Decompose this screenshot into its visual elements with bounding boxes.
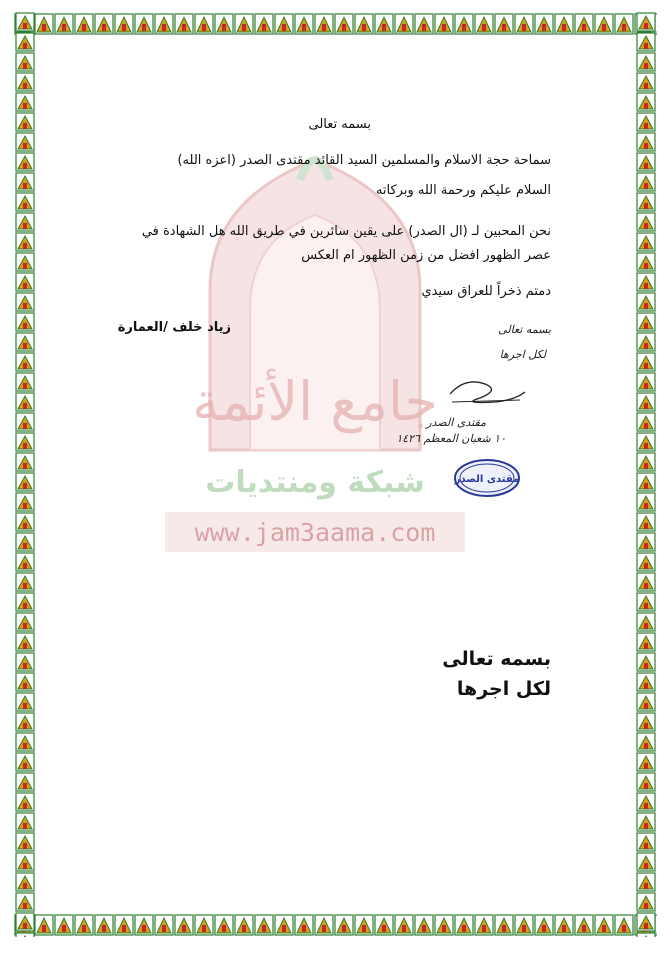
handwritten-reply-line1: بسمه تعالى [498, 323, 551, 336]
official-seal [452, 458, 522, 498]
decorative-border-right [635, 12, 657, 937]
letter-addressee: سماحة حجة الاسلام والمسلمين السيد القائد مقتدى الصدر (اعزه الله) [177, 153, 551, 168]
letter-opening: بسمه تعالى [308, 117, 371, 132]
handwritten-reply-line2: لكل اجرها [499, 348, 546, 361]
letter-signer: زياد خلف /العمارة [117, 320, 231, 335]
letter-greeting: السلام عليكم ورحمة الله وبركاته [375, 183, 551, 198]
typed-reply-line2: لكل اجرها [456, 678, 551, 700]
letter-question-line1: نحن المحبين لـ (ال الصدر) على يقين سائرين في طريق الله هل الشهادة في [141, 224, 551, 239]
handwritten-date: ١٠ شعبان المعظم ١٤٢٦ [396, 432, 506, 445]
handwritten-signature-note: مقتدى الصدر [426, 416, 486, 429]
watermark-title: جامع الأئمة [192, 370, 438, 433]
letter-question-line2: عصر الظهور افضل من زمن الظهور ام العكس [301, 248, 551, 263]
letter-closing: دمتم ذخراً للعراق سيدي [421, 284, 551, 299]
watermark-subtitle: شبكة ومنتديات [205, 465, 425, 500]
decorative-border-left [14, 12, 36, 937]
decorative-border-top [14, 12, 657, 36]
signature-scribble [440, 372, 530, 412]
watermark-url: www.jam3aama.com [194, 518, 436, 547]
typed-reply-line1: بسمه تعالى [442, 648, 551, 670]
seal-text: مقتدى الصدر [454, 474, 520, 485]
decorative-border-bottom [14, 913, 657, 937]
